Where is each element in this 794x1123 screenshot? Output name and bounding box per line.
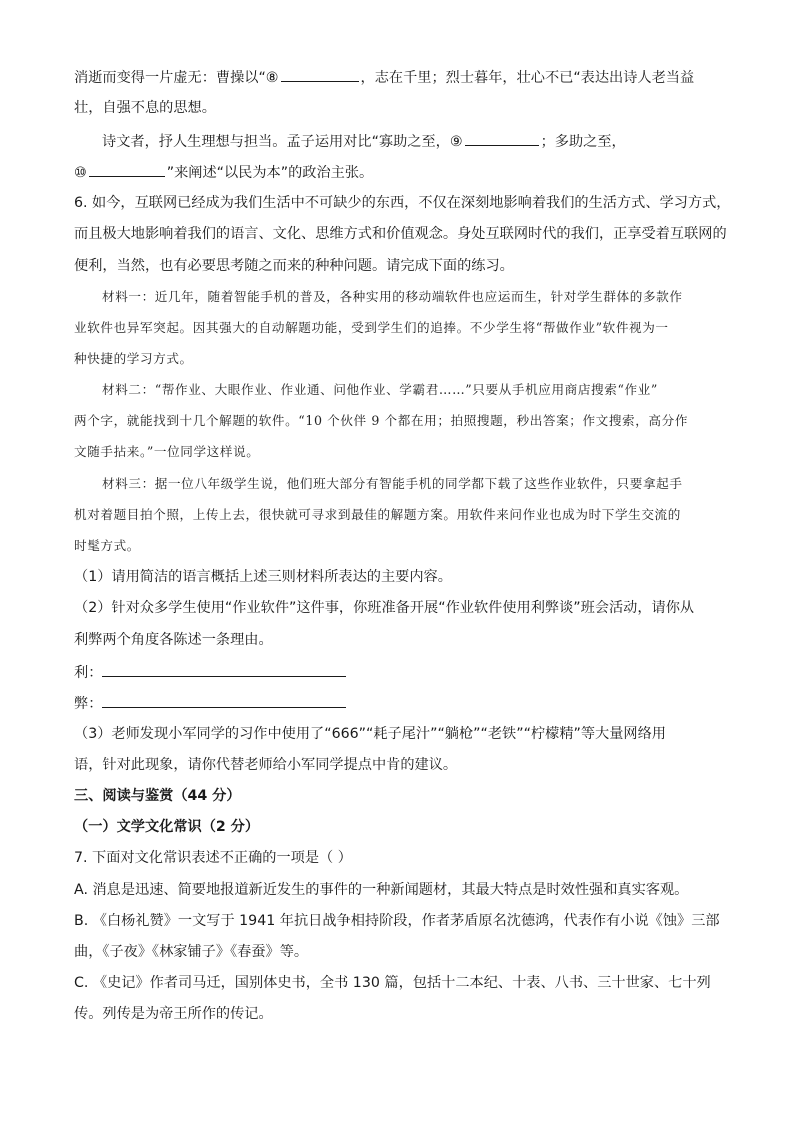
fill-blank-9[interactable] — [465, 130, 539, 146]
q6-intro-line-2: 而且极大地影响着我们的语言、文化、思维方式和价值观念。身处互联网时代的我们，正享受着互联网的 — [74, 226, 727, 242]
q7-option-b-line-1: B. 《白杨礼赞》一文写于 1941 年抗日战争相持阶段，作者茅盾原名沈德鸿，代表作有小说《蚀》三部 — [74, 913, 720, 929]
fill-blank-8[interactable] — [281, 66, 359, 82]
q6-sub-2-line-2: 利弊两个角度各陈述一条理由。 — [74, 632, 273, 648]
pro-answer-line[interactable] — [102, 661, 346, 677]
q7-option-a: A. 消息是迅速、简要地报道新近发生的事件的一种新闻题材，其最大特点是时效性强和真实客观。 — [74, 882, 689, 898]
section-3-subheading: （一）文学文化常识（2 分） — [74, 819, 260, 835]
q6-sub-3-line-1: （3）老师发现小军同学的习作中使用了“666”“耗子尾汁”“躺枪”“老铁”“柠檬精”等大量网络用 — [74, 726, 666, 742]
poem-review-line-4 — [74, 161, 373, 183]
material-2-line-3: 文随手拈来。”一位同学这样说。 — [74, 444, 260, 459]
text-span: ，志在千里；烈士暮年，壮心不已“表达出诗人老当益 — [360, 70, 695, 86]
text-span: ；多助之至， — [540, 134, 626, 150]
q6-intro-line-1: 6. 如今，互联网已经成为我们生活中不可缺少的东西，不仅在深刻地影响着我们的生活方式、学习方式， — [74, 195, 731, 211]
material-3-line-3: 时髦方式。 — [74, 538, 140, 553]
q7-option-b-line-2: 曲，《子夜》《林家铺子》《春蚕》等。 — [74, 944, 309, 960]
pro-answer-row — [74, 661, 346, 683]
q6-sub-2-line-1: （2）针对众多学生使用“作业软件”这件事，你班准备开展“作业软件使用利弊谈”班会活动，请你从 — [74, 600, 695, 616]
material-2-line-2: 两个字，就能找到十几个解题的软件。“10 个伙伴 9 个都在用；拍照搜题，秒出答案；作文搜索，高分作 — [74, 413, 689, 428]
q6-intro-line-3: 便利，当然，也有必要思考随之而来的种种问题。请完成下面的练习。 — [74, 258, 514, 274]
q6-sub-1: （1）请用简洁的语言概括上述三则材料所表达的主要内容。 — [74, 569, 452, 585]
text-span: ⑩ — [74, 165, 87, 181]
material-3-line-2: 机对着题目拍个照，上传上去，很快就可寻求到最佳的解题方案。用软件来问作业也成为时下学生交流的 — [74, 507, 681, 522]
q7-option-c-line-1: C. 《史记》作者司马迁，国别体史书，全书 130 篇，包括十二本纪、十表、八书、三十世家、七十列 — [74, 975, 711, 991]
material-3-line-1: 材料三：据一位八年级学生说，他们班大部分有智能手机的同学都下载了这些作业软件，只要拿起手 — [102, 476, 683, 491]
text-span: 消逝而变得一片虚无：曹操以“⑧ — [74, 70, 279, 86]
text-span: 诗文者，抒人生理想与担当。孟子运用对比“寡助之至，⑨ — [102, 134, 463, 150]
material-1-line-1: 材料一：近几年，随着智能手机的普及，各种实用的移动端软件也应运而生，针对学生群体的多款作 — [102, 289, 683, 304]
poem-review-line-3 — [102, 130, 626, 152]
text-span: ”来阐述“以民为本”的政治主张。 — [166, 165, 374, 181]
fill-blank-10[interactable] — [89, 161, 165, 177]
q7-stem: 7. 下面对文化常识表述不正确的一项是（ ） — [74, 850, 352, 866]
material-1-line-2: 业软件也异军突起。因其强大的自动解题功能，受到学生们的追捧。不少学生将“帮做作业”软件视为一 — [74, 320, 669, 335]
q7-option-c-line-2: 传。列传是为帝王所作的传记。 — [74, 1006, 273, 1022]
con-answer-row — [74, 692, 346, 714]
con-label: 弊： — [74, 696, 103, 712]
con-answer-line[interactable] — [102, 692, 346, 708]
q6-sub-3-line-2: 语，针对此现象，请你代替老师给小军同学提点中肯的建议。 — [74, 757, 458, 773]
material-1-line-3: 种快捷的学习方式。 — [74, 351, 193, 366]
material-2-line-1: 材料二：“帮作业、大眼作业、作业通、问他作业、学霸君……”只要从手机应用商店搜索“作业” — [102, 382, 658, 397]
pro-label: 利： — [74, 665, 103, 681]
section-3-heading: 三、阅读与鉴赏（44 分） — [74, 788, 241, 804]
poem-review-line-1 — [74, 66, 694, 88]
poem-review-line-2: 壮，自强不息的思想。 — [74, 100, 216, 116]
